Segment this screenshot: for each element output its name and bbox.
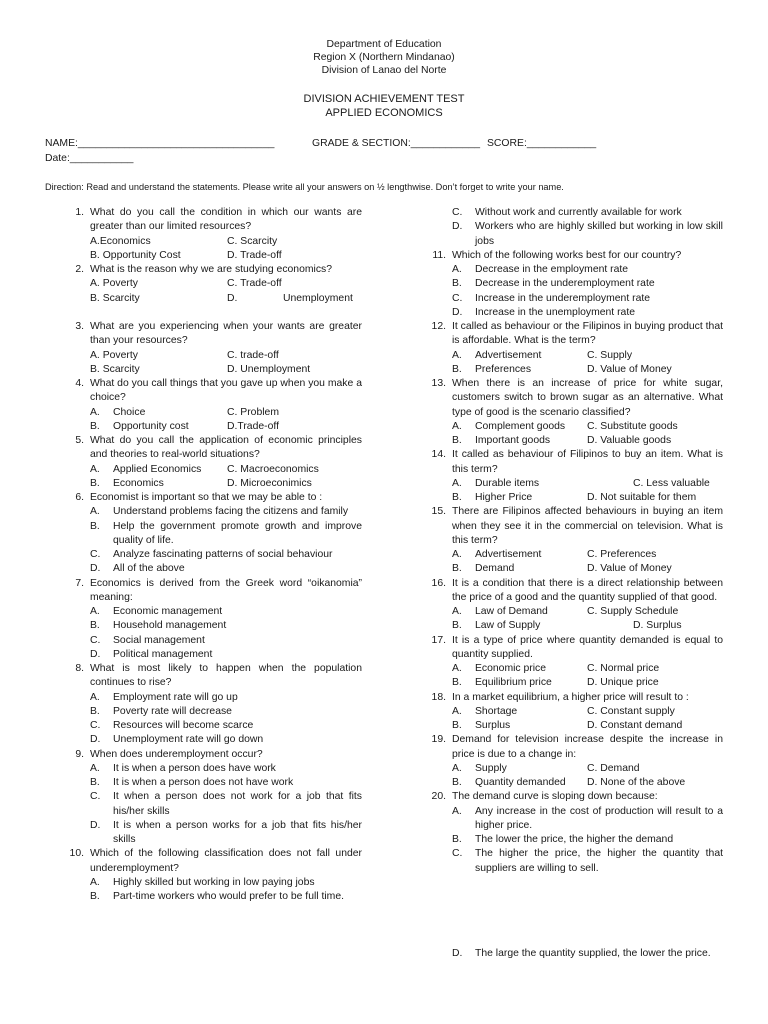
question-text: It is a condition that there is a direct relationship between the price of a good and the quantity supplied of that good. (452, 577, 723, 603)
choice-b-letter: B. (90, 420, 100, 432)
choice-a-letter: A. (452, 805, 462, 817)
choice-c: Without work and currently available for work (475, 207, 682, 218)
choice-d-letter: D. (452, 221, 463, 233)
question-number: 1. (75, 207, 84, 218)
choice-d: All of the above (113, 563, 185, 575)
choice-c: C. Trade-off (227, 278, 282, 290)
choice-b-letter: B. (452, 777, 462, 788)
question-text: What is the reason why we are studying economics? (90, 264, 332, 275)
choice-d: D. Trade-off (227, 249, 282, 261)
choice-a-letter: A. (90, 876, 100, 888)
choice-c: The higher the price, the higher the quantity that suppliers are willing to sell. (475, 848, 723, 874)
choice-a: A. Poverty (90, 349, 138, 361)
header-division: Division of Lanao del Norte (321, 65, 447, 76)
choice-c: Analyze fascinating patterns of social behaviour (113, 549, 333, 560)
choice-c: C. trade-off (227, 349, 279, 361)
question-7 (65, 577, 362, 663)
choice-b: Law of Supply (475, 620, 541, 632)
choice-a: Employment rate will go up (113, 691, 238, 703)
choice-b: B. Opportunity Cost (90, 249, 181, 261)
choice-b-letter: B. (90, 777, 100, 788)
question-text: Demand for television increase despite the increase in price is due to a change in: (452, 734, 723, 760)
question-text: Which of the following works best for our country? (452, 249, 682, 261)
question-text: What do you call the condition in which our wants are greater than our limited resources? (90, 207, 362, 233)
document-header (0, 38, 768, 77)
choice-a: Decrease in the employment rate (475, 264, 629, 275)
choice-a-letter: A. (452, 663, 462, 674)
question-text: Which of the following classification does not fall under underemployment? (90, 848, 362, 874)
choice-d-letter: D. (90, 563, 101, 575)
choice-a: Durable items (475, 477, 540, 489)
choice-c: It when a person does not work for a job that fits his/her skills (113, 791, 362, 817)
question-text: What is most likely to happen when the population continues to rise? (90, 663, 362, 689)
question-text: It called as behaviour of Filipinos to buy an item. What is this term? (452, 449, 723, 475)
choice-d: D. Value of Money (587, 363, 672, 375)
choice-c-letter: C. (90, 634, 101, 646)
choice-a: Understand problems facing the citizens and family (113, 506, 349, 518)
choice-c: C. Demand (587, 762, 640, 774)
question-11 (427, 249, 723, 320)
question-10 (65, 847, 362, 904)
choice-d: D. Microeconimics (227, 477, 312, 489)
question-number: 10. (69, 848, 84, 860)
choice-b-letter: B. (452, 620, 462, 632)
choice-d: D. Surplus (633, 620, 682, 632)
question-16 (427, 577, 723, 634)
question-number: 20. (431, 791, 446, 803)
question-text: It called as behaviour or the Filipinos in buying product that is affordable. What is the term? (452, 321, 723, 347)
header-region: Region X (Northern Mindanao) (313, 52, 455, 63)
question-text: What do you call things that you gave up when you make a choice? (90, 378, 362, 404)
choice-c: C. Preferences (587, 549, 657, 560)
question-1 (65, 206, 362, 263)
choice-d: D. Unique price (587, 677, 659, 689)
score-field: SCORE:____________ (487, 138, 597, 149)
choice-b-letter: B. (90, 705, 100, 717)
name-field: NAME:__________________________________ (45, 138, 275, 149)
question-9 (65, 748, 362, 848)
choice-c: C. Normal price (587, 663, 660, 674)
choice-b-letter: B. (452, 278, 462, 290)
left-column (65, 206, 362, 904)
choice-a-letter: A. (452, 420, 462, 432)
directions: Direction: Read and understand the statements. Please write all your answers on ½ lengthwise. Don’t forget to write your name. (45, 182, 564, 192)
question-number: 18. (431, 691, 446, 703)
choice-a: Economic price (475, 663, 547, 674)
document-title (0, 92, 768, 120)
choice-b: B. Scarcity (90, 292, 140, 304)
question-20 (427, 790, 723, 961)
choice-a-letter: A. (452, 762, 462, 774)
choice-a: Complement goods (475, 420, 566, 432)
choice-b: Quantity demanded (475, 777, 566, 788)
choice-a: A. Poverty (90, 278, 138, 290)
question-number: 8. (75, 663, 84, 674)
choice-c-letter: C. (452, 207, 463, 218)
choice-d-letter: D. (90, 819, 101, 831)
choice-c-letter: C. (452, 848, 463, 860)
choice-b-letter: B. (452, 563, 462, 575)
choice-a-letter: A. (452, 606, 462, 617)
question-text: When there is an increase of price for white sugar, customers switch to brown sugar as an alternative. What type of good is the scenario classified? (452, 378, 723, 418)
question-text: It is a type of price where quantity demanded is equal to quantity supplied. (452, 634, 723, 660)
question-number: 7. (75, 577, 84, 589)
question-12 (427, 320, 723, 377)
choice-d: It is when a person works for a job that fits his/her skills (113, 819, 362, 845)
question-10-continued (427, 206, 723, 249)
question-number: 9. (75, 748, 84, 760)
question-number: 13. (431, 378, 446, 389)
choice-b-letter: B. (452, 363, 462, 375)
choice-d: Workers who are highly skilled but working in low skill jobs (475, 221, 723, 247)
header-department: Department of Education (326, 39, 442, 50)
choice-d-letter: D. (90, 648, 101, 660)
question-text: Economist is important so that we may be able to : (90, 492, 323, 503)
choice-d-letter: D. (227, 292, 238, 304)
question-15 (427, 505, 723, 576)
choice-b: Surplus (475, 720, 511, 731)
question-number: 15. (431, 506, 446, 518)
choice-a: Shortage (475, 705, 518, 717)
choice-b: It is when a person does not have work (113, 777, 294, 788)
choice-c-letter: C. (452, 292, 463, 304)
question-4 (65, 377, 362, 434)
question-number: 5. (75, 435, 84, 446)
choice-a-letter: A. (452, 264, 462, 275)
choice-a-letter: A. (90, 463, 100, 475)
choice-d-letter: D. (452, 306, 463, 318)
right-column (427, 206, 723, 961)
choice-b: Preferences (475, 363, 532, 375)
grade-section-field: GRADE & SECTION:____________ (312, 138, 481, 149)
choice-b-letter: B. (90, 620, 100, 632)
choice-a: Applied Economics (113, 463, 202, 475)
choice-d: Unemployment (283, 292, 353, 304)
choice-b: Demand (475, 563, 515, 575)
question-text: There are Filipinos affected behaviours in buying an item when they see it in the commercial on television. What is this term? (452, 506, 723, 546)
choice-a-letter: A. (452, 477, 462, 489)
choice-c: C. Less valuable (633, 477, 710, 489)
choice-d: D. Constant demand (587, 720, 683, 731)
choice-b-letter: B. (90, 520, 100, 532)
choice-d: D.Trade-off (227, 420, 279, 432)
choice-d: The large the quantity supplied, the lower the price. (475, 947, 711, 959)
question-19 (427, 733, 723, 790)
choice-b: Important goods (475, 435, 551, 446)
question-13 (427, 377, 723, 448)
choice-b: Decrease in the underemployment rate (475, 278, 655, 290)
choice-b: Help the government promote growth and improve quality of life. (113, 520, 362, 546)
choice-a-letter: A. (90, 606, 100, 617)
choice-b: Higher Price (475, 492, 533, 503)
question-number: 12. (431, 321, 446, 332)
choice-a-letter: A. (90, 406, 100, 418)
choice-c: C. Problem (227, 406, 279, 418)
choice-c: C. Supply (587, 349, 633, 361)
question-6 (65, 491, 362, 577)
question-number: 17. (431, 634, 446, 646)
choice-a: Advertisement (475, 549, 542, 560)
choice-a-letter: A. (90, 762, 100, 774)
question-text: When does underemployment occur? (90, 748, 263, 760)
choice-a: Any increase in the cost of production will result to a higher price. (475, 805, 723, 831)
question-number: 2. (75, 264, 84, 275)
choice-a: Economic management (113, 606, 223, 617)
question-18 (427, 691, 723, 734)
question-number: 4. (75, 378, 84, 389)
choice-d: Unemployment rate will go down (113, 734, 264, 746)
student-info (45, 138, 597, 149)
question-number: 3. (75, 321, 84, 332)
question-text: What are you experiencing when your wants are greater than your resources? (90, 321, 362, 347)
choice-c-letter: C. (90, 549, 101, 560)
question-2 (65, 263, 362, 306)
choice-b-letter: B. (90, 477, 100, 489)
choice-b: Opportunity cost (113, 420, 189, 432)
question-17 (427, 634, 723, 691)
title-test: DIVISION ACHIEVEMENT TEST (303, 93, 465, 105)
choice-b: The lower the price, the higher the demand (475, 834, 674, 845)
choice-b: Equilibrium price (475, 677, 552, 689)
choice-b: B. Scarcity (90, 363, 140, 375)
title-subject: APPLIED ECONOMICS (325, 107, 443, 119)
choice-c: C. Macroeconomics (227, 463, 319, 475)
choice-b-letter: B. (452, 677, 462, 689)
choice-a-letter: A. (452, 349, 462, 361)
choice-a: Law of Demand (475, 606, 548, 617)
choice-b-letter: B. (452, 435, 462, 446)
question-3 (65, 320, 362, 377)
choice-a-letter: A. (452, 705, 462, 717)
choice-b-letter: B. (452, 492, 462, 503)
question-8 (65, 662, 362, 748)
question-number: 16. (431, 577, 446, 589)
choice-c: Increase in the underemployment rate (475, 292, 651, 304)
choice-a: A.Economics (90, 235, 151, 247)
question-14 (427, 448, 723, 505)
choice-b: Economics (113, 477, 164, 489)
question-text: What do you call the application of economic principles and theories to real-world situations? (90, 435, 362, 461)
choice-d-letter: D. (90, 734, 101, 746)
choice-c-letter: C. (90, 720, 101, 731)
choice-c-letter: C. (90, 791, 101, 803)
question-5 (65, 434, 362, 491)
choice-b: Household management (113, 620, 227, 632)
question-number: 11. (432, 249, 446, 261)
choice-b: Poverty rate will decrease (113, 705, 232, 717)
choice-b-letter: B. (90, 891, 100, 902)
choice-c: C. Substitute goods (587, 420, 678, 432)
choice-b-letter: B. (452, 834, 462, 845)
choice-d: D. None of the above (587, 777, 686, 788)
choice-c: C. Supply Schedule (587, 606, 679, 617)
choice-a: Supply (475, 762, 507, 774)
choice-a: Choice (113, 406, 146, 418)
choice-d: Political management (113, 648, 213, 660)
question-number: 19. (431, 734, 446, 746)
question-text: Economics is derived from the Greek word “oikanomia” meaning: (90, 577, 362, 603)
date-field: Date:___________ (45, 153, 134, 164)
choice-c: Resources will become scarce (113, 720, 254, 731)
question-text: In a market equilibrium, a higher price will result to : (452, 691, 689, 703)
choice-d: D. Not suitable for them (587, 492, 697, 503)
choice-b-letter: B. (452, 720, 462, 731)
choice-d: D. Valuable goods (587, 435, 672, 446)
choice-a-letter: A. (452, 549, 462, 560)
choice-a-letter: A. (90, 691, 100, 703)
question-text: The demand curve is sloping down because: (452, 791, 658, 803)
choice-a: Advertisement (475, 349, 542, 361)
choice-c: Social management (113, 634, 205, 646)
choice-d: Increase in the unemployment rate (475, 306, 635, 318)
choice-d: D. Value of Money (587, 563, 672, 575)
choice-d-letter: D. (452, 947, 463, 959)
question-number: 6. (75, 492, 84, 503)
question-number: 14. (431, 449, 446, 461)
choice-a: Highly skilled but working in low paying jobs (113, 876, 315, 888)
choice-b: Part-time workers who would prefer to be full time. (113, 891, 344, 902)
choice-a: It is when a person does have work (113, 762, 276, 774)
choice-d: D. Unemployment (227, 363, 311, 375)
choice-c: C. Constant supply (587, 705, 675, 717)
choice-a-letter: A. (90, 506, 100, 518)
choice-c: C. Scarcity (227, 235, 278, 247)
